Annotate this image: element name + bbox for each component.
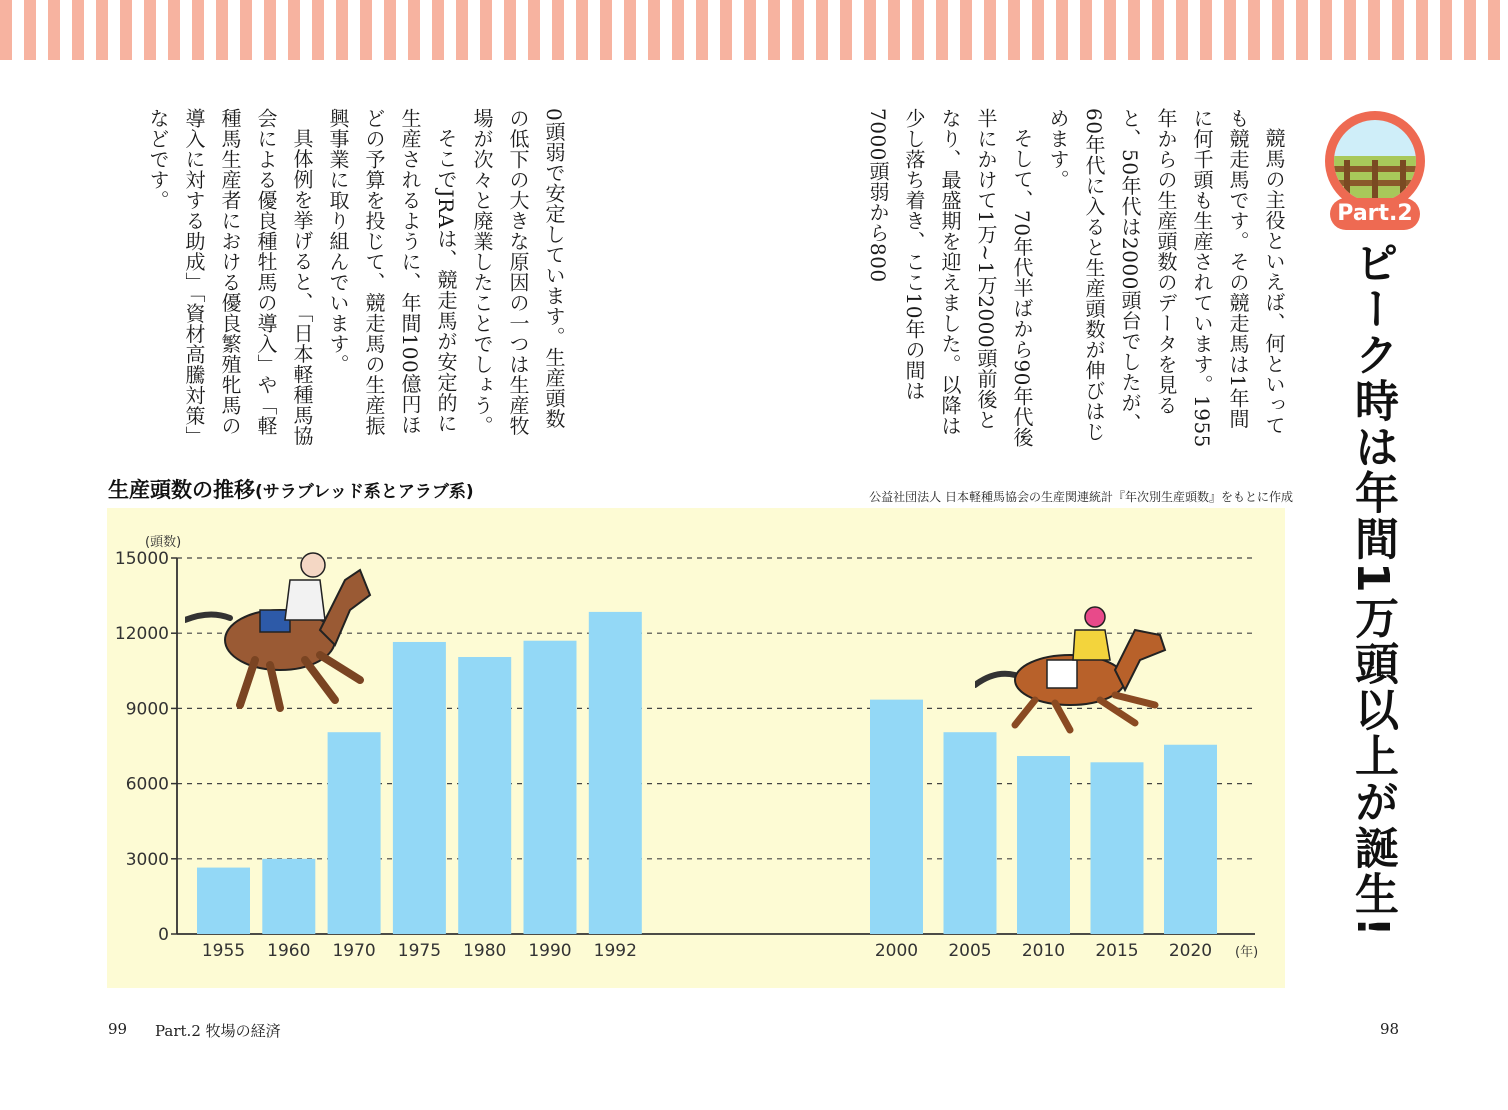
x-tick-label: 2010 <box>1021 941 1066 961</box>
body-paragraph: 具体例を挙げると、「日本軽種馬協会による優良種牡馬の導入」や「軽種馬生産者における優良繁殖牝馬の導入に対する助成」「資材高騰対策」などです。 <box>146 108 314 447</box>
bar-1990 <box>524 641 577 934</box>
chart-title-main: 生産頭数の推移 <box>108 478 255 502</box>
bar-2015 <box>1091 762 1144 934</box>
bar-2010 <box>1017 756 1070 934</box>
body-paragraph: 0頭弱で安定しています。生産頭数の低下の大きな原因の一つは生産牧場が次々と廃業したことでしょう。 <box>470 108 566 436</box>
body-column-1 <box>1040 108 1292 448</box>
bar-1975 <box>393 642 446 934</box>
header-stripes <box>0 0 1508 60</box>
y-tick-label: 3000 <box>125 849 169 870</box>
footer-left-page-number: 99 <box>108 1020 128 1038</box>
x-tick-label: 1980 <box>463 941 507 961</box>
body-paragraph: そこでJRAは、競走馬が安定的に生産されるように、年間100億円ほどの予算を投じて、競走馬の生産振興事業に取り組んでいます。 <box>326 108 458 436</box>
footer-section-label: Part.2 牧場の経済 <box>155 1022 281 1040</box>
y-tick-label: 9000 <box>125 699 169 720</box>
x-tick-label: 1990 <box>528 941 572 961</box>
y-axis-label: (頭数) <box>145 535 182 550</box>
bar-1980 <box>458 657 511 934</box>
x-axis-label: (年) <box>1235 945 1259 960</box>
bar-1970 <box>328 732 381 934</box>
bar-2005 <box>944 732 997 934</box>
x-tick-label: 1960 <box>267 941 311 961</box>
horse-number-8-icon <box>975 605 1170 735</box>
bar-2000 <box>870 700 923 934</box>
x-tick-label: 2000 <box>874 941 919 961</box>
horse-illustration-icon <box>185 540 385 720</box>
chart-title <box>108 474 474 504</box>
body-column-3 <box>140 108 572 448</box>
bar-1955 <box>197 868 250 934</box>
part-badge-label: Part.2 <box>1330 198 1420 230</box>
x-tick-label: 2020 <box>1168 941 1213 961</box>
body-paragraph: そして、70年代半ばから90年代後半にかけて1万~1万2000頭前後となり、最盛期を迎えました。以降は少し落ち着き、ここ10年の間は7000頭弱から800 <box>866 108 1034 448</box>
body-paragraph: 競馬の主役といえば、何といっても競走馬です。その競走馬は1年間に何千頭も生産されています。1955年からの生産頭数のデータを見ると、50年代は2000頭台でしたが、60年代に入ると生産頭数が伸びはじめます。 <box>1046 108 1286 448</box>
chart-source: 公益社団法人 日本軽種馬協会の生産関連統計『年次別生産頭数』をもとに作成 <box>869 490 1293 504</box>
bar-1960 <box>262 859 315 934</box>
y-tick-label: 15000 <box>114 549 169 569</box>
chart-subtitle: (サラブレッド系とアラブ系) <box>255 482 474 502</box>
y-tick-label: 12000 <box>114 624 169 645</box>
bar-2020 <box>1164 745 1217 934</box>
x-tick-label: 1992 <box>593 941 637 961</box>
x-tick-label: 2005 <box>948 941 992 961</box>
x-tick-label: 1970 <box>332 941 376 961</box>
y-tick-label: 6000 <box>125 774 169 795</box>
x-tick-label: 1955 <box>201 941 246 961</box>
body-column-2 <box>860 108 1040 448</box>
footer-right-page-number: 98 <box>1380 1020 1400 1038</box>
x-tick-label: 1975 <box>397 941 442 961</box>
x-tick-label: 2015 <box>1095 941 1139 961</box>
y-tick-label: 0 <box>158 925 169 945</box>
bar-1992 <box>589 612 642 934</box>
page-title: ピーク時は年間1万頭以上が誕生! <box>1347 240 1398 939</box>
